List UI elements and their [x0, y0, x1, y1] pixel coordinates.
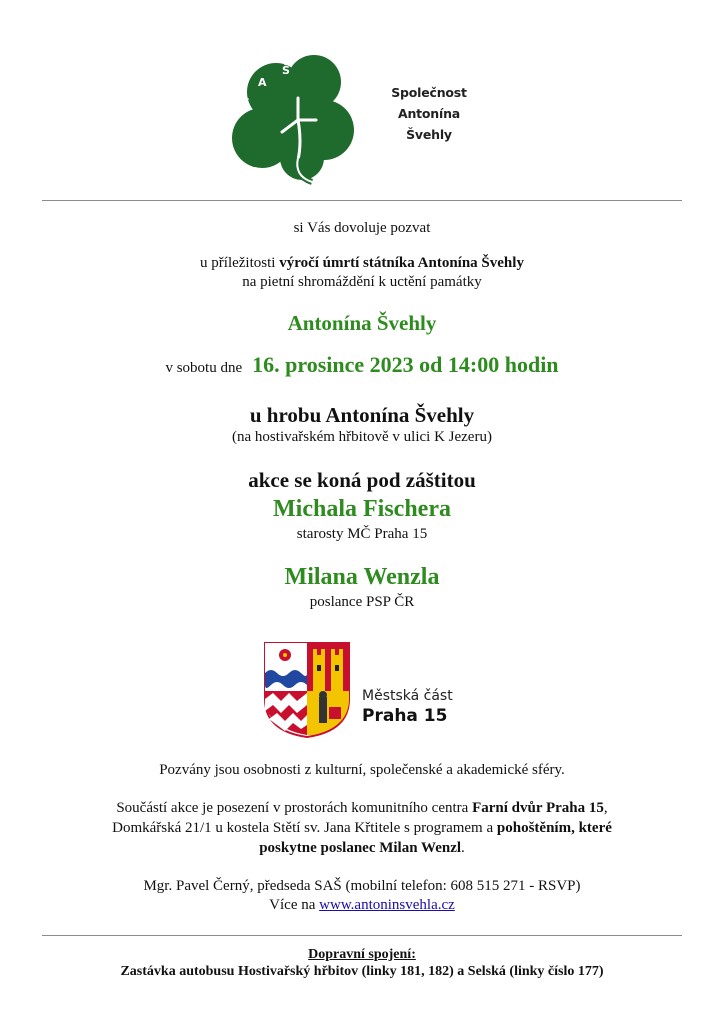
program-text-2: Domkářská 21/1 u kostela Stětí sv. Jana Křtitele s programem a — [112, 820, 497, 836]
event-date-line — [0, 352, 724, 378]
program-line-3 — [0, 839, 724, 858]
program-period: . — [461, 840, 465, 856]
transport-title: Dopravní spojení: — [308, 947, 416, 962]
district-logo-line-1: Městská část — [362, 688, 453, 704]
program-sponsor: poskytne poslanec Milan Wenzl — [259, 840, 462, 856]
org-name-line-3: Švehly — [406, 127, 452, 142]
program-comma: , — [603, 800, 608, 816]
program-line-1 — [0, 799, 724, 818]
logo-letter-a: A — [258, 76, 267, 89]
org-name-line-2: Antonína — [397, 106, 461, 121]
clover-logo — [228, 50, 368, 190]
contact-line: Mgr. Pavel Černý, předseda SAŠ (mobilní telefon: 608 515 271 - RSVP) — [143, 878, 581, 894]
occasion-line — [0, 254, 724, 273]
bottom-divider — [42, 935, 682, 936]
praha15-crest-icon — [263, 641, 351, 739]
website-line — [0, 896, 724, 915]
date-lead: v sobotu dne — [165, 360, 243, 376]
org-name — [384, 82, 474, 145]
top-divider — [42, 200, 682, 201]
patron-2-role: poslance PSP ČR — [309, 594, 415, 610]
program-text-1: Součástí akce je posezení v prostorách komunitního centra — [116, 800, 473, 816]
place-detail: (na hostivařském hřbitově v ulici K Jezeru) — [232, 429, 492, 445]
place-title: u hrobu Antonína Švehly — [249, 403, 475, 427]
patron-1-name: Michala Fischera — [273, 496, 451, 522]
program-venue: Farní dvůr Praha 15 — [472, 800, 604, 816]
program-line-2 — [0, 819, 724, 838]
occasion-bold: výročí úmrtí státníka Antonína Švehly — [279, 255, 524, 271]
intro-text: si Vás dovoluje pozvat — [293, 220, 431, 236]
district-logo-line-2: Praha 15 — [362, 706, 448, 726]
event-datetime: 16. prosince 2023 od 14:00 hodin — [252, 352, 559, 377]
org-name-line-1: Společnost — [391, 85, 467, 100]
website-link[interactable]: www.antoninsvehla.cz — [319, 897, 455, 913]
patron-2-name: Milana Wenzla — [284, 564, 440, 590]
logo-letter-s: S — [242, 96, 250, 109]
honoree-name: Antonína Švehly — [287, 311, 437, 335]
patronage-title: akce se koná pod záštitou — [248, 468, 476, 492]
occasion-prefix: u příležitosti — [200, 255, 280, 271]
website-prefix: Více na — [269, 897, 320, 913]
invited-text: Pozvány jsou osobnosti z kulturní, společenské a akademické sféry. — [159, 762, 565, 778]
patron-1-role: starosty MČ Praha 15 — [296, 526, 428, 542]
logo-letter-sh: Š — [282, 64, 290, 77]
occasion-line-2: na pietní shromáždění k uctění památky — [242, 274, 482, 290]
transport-details: Zastávka autobusu Hostivařský hřbitov (linky 181, 182) a Selská (linky číslo 177) — [120, 964, 604, 979]
program-refreshment: pohoštěním, které — [496, 820, 612, 836]
